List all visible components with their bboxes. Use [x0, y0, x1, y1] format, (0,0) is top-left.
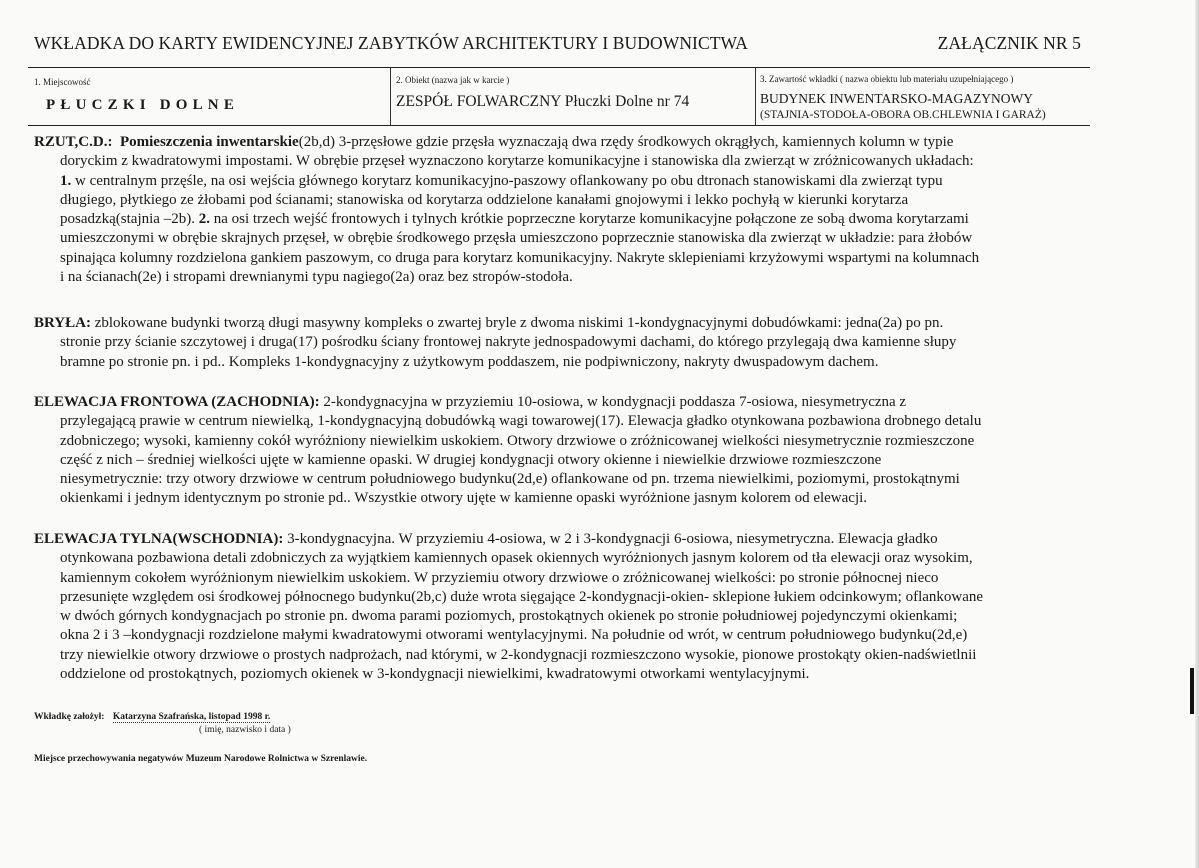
header-rule-top	[28, 67, 1090, 68]
section-front-heading: ELEWACJA FRONTOWA (ZACHODNIA):	[34, 394, 320, 410]
field-content	[760, 74, 1090, 124]
field-content-value-line1: BUDYNEK INWENTARSKO-MAGAZYNOWY	[760, 91, 1034, 106]
scan-edge	[1195, 0, 1199, 868]
section-rzut-heading: RZUT,C.D.:	[34, 134, 113, 150]
author-row	[34, 712, 270, 722]
section-bryla-heading: BRYŁA:	[34, 315, 91, 331]
section-tylna-heading: ELEWACJA TYLNA(WSCHODNIA):	[34, 531, 284, 547]
author-hint: ( imię, nazwisko i data )	[199, 725, 291, 735]
document-title: WKŁADKA DO KARTY EWIDENCYJNEJ ZABYTKÓW ARCHITEKTURY I BUDOWNICTWA	[34, 33, 748, 53]
author-value: Katarzyna Szafrańska, listopad 1998 r.	[112, 712, 271, 722]
field-object-label: 2. Obiekt (nazwa jak w karcie )	[396, 75, 510, 85]
section-elewacja-tylna: ELEWACJA TYLNA(WSCHODNIA): 3-kondygnacyjna. W przyziemiu 4-osiowa, w 2 i 3-kondygnacji 6-osiowa, niesymetryczna. Elewacja gładko otynkowana pozbawiona detali zdobniczych za wyjątkiem kamiennych opasek okiennych wyróżnionych jasnym kolorem od tła elewacji oraz wysokim, kamiennym cokołem wyróżnionym niewielkim uskokiem. W przyziemiu otwory drzwiowe o zróżnicowanej wielkości: po stronie północnej nieco przesunięte względem osi środkowej północnego budynku(2b,c) duże wrota sięgające 2-kondygnacji-okien- sklepione łukiem odcinkowym; oflankowane w dwóch górnych kondygnacjach po stronie pn. dwoma parami poziomych, prostokątnych okienek po stronie południowej pojedynczymi okienkami; okna 2 i 3 –kondygnacji rozdzielone małymi kwadratowymi otworami wentylacyjnymi. Na południe od wrót, w centrum południowego budynku(2d,e) trzy niewielkie otwory drzwiowe o prostych nadprożach, nad którymi, w 2-kondygnacji rozmieszczono wysokie, pionowe prostokąty okien-nadświetlnii oddzielone od prostokątnych, poziomych okienek w 3-kondygnacji niewielkimi, kwadratowymi otworkami wentylacyjnymi.	[34, 531, 984, 683]
section-bryla: BRYŁA: zblokowane budynki tworzą długi masywny kompleks o zwartej bryle z dwoma niskimi 1-kondygnacyjnymi dobudówkami: jedna(2a) po pn. stronie przy ścianie szczytowej i druga(17) pośrodku ściany frontowej nakryte jednospadowymi dachami, do którego przylegają dwa kamienne słupy bramne po stronie pn. i pd.. Kompleks 1-kondygnacyjny z użytkowym poddaszem, nie podpiwniczony, nakryty dwuspadowym dachem.	[34, 315, 957, 370]
field-object	[396, 75, 751, 123]
section-rzut-subheading: Pomieszczenia inwentarskie	[119, 134, 299, 150]
section-elewacja-frontowa: ELEWACJA FRONTOWA (ZACHODNIA): 2-kondygnacyjna w przyziemiu 10-osiowa, w kondygnacji poddasza 7-osiowa, niesymetryczna z przylegającą prawie w centrum niewielką, 1-kondygnacyjną dobudówką wagi towarowej(17). Elewacja gładko otynkowana pozbawiona drobnego detalu zdobniczego; wysoki, kamienny cokół wyróżniony niewielkim uskokiem. Otwory drzwiowe o zróżnicowanej wielkości niesymetrycznie rozmieszczone część z nich – średniej wielkości ujęte w kamienne opaski. W drugiej kondygnacji otwory okienne i niewielkie drzwiowe rozmieszczone niesymetrycznie: trzy otwory drzwiowe w centrum południowego budynku(2d,e) oflankowane od pn. trzema niewielkimi, poziomymi, prostokątnymi okienkami i jednym identycznym po stronie pd.. Wszystkie otwory ujęte w kamienne opaski wyróżnione jasnym kolorem od elewacji.	[34, 394, 982, 507]
field-locality	[34, 77, 384, 123]
field-content-label: 3. Zawartość wkładki ( nazwa obiektu lub materiału uzupełniającego )	[760, 74, 1014, 84]
field-locality-value: PŁUCZKI DOLNE	[46, 97, 240, 113]
storage-note: Miejsce przechowywania negatywów Muzeum Narodowe Rolnictwa w Szrenlawie.	[34, 754, 368, 764]
scan-mark	[1190, 668, 1194, 714]
annex-number: ZAŁĄCZNIK NR 5	[937, 33, 1081, 53]
field-object-value: ZESPÓŁ FOLWARCZNY Płuczki Dolne nr 74	[396, 93, 690, 110]
author-label: Wkładkę założył:	[34, 712, 105, 722]
field-divider-1	[390, 68, 391, 125]
header-rule-bottom	[28, 125, 1090, 126]
field-content-value-line2: (STAJNIA-STODOŁA-OBORA OB.CHLEWNIA I GARAŻ)	[760, 109, 1046, 121]
field-locality-label: 1. Miejscowość	[34, 77, 91, 87]
field-divider-2	[755, 68, 756, 125]
section-rzut: RZUT,C.D.: Pomieszczenia inwentarskie(2b,d) 3-przęsłowe gdzie przęsła wyznaczają dwa rzędy środkowych okrągłych, kamiennych kolumn w typie doryckim z kwadratowymi impostami. W obrębie przęseł wyznaczono korytarze komunikacyjne i stanowiska dla zwierząt w zróżnicowanych układach: 1. w centralnym przęśle, na osi wejścia głównego korytarz komunikacyjno-paszowy oflankowany po obu dtronach stanowiskami dla zwierząt typu długiego, płytkiego ze żłobami pod ścianami; stanowiska od korytarza oddzielone kanałami gnojowymi i lekko pochyłą w kierunki korytarza posadzką(stajnia –2b). 2. na osi trzech wejść frontowych i tylnych krótkie poprzeczne korytarze komunikacyjne połączone ze sobą dwoma korytarzami umieszczonymi w obrębie skrajnych przęseł, w obrębie środkowego przęsła umieszczono poprzecznie stanowiska dla zwierząt w układzie: para żłobów spinająca kolumny rozdzielona gankiem paszowym, co druga para korytarz komunikacyjny. Nakryte sklepieniami krzyżowymi wspartymi na kolumnach i na ścianach(2e) i stropami drewnianymi typu nagiego(2a) oraz bez stropów-stodoła.	[34, 134, 980, 286]
